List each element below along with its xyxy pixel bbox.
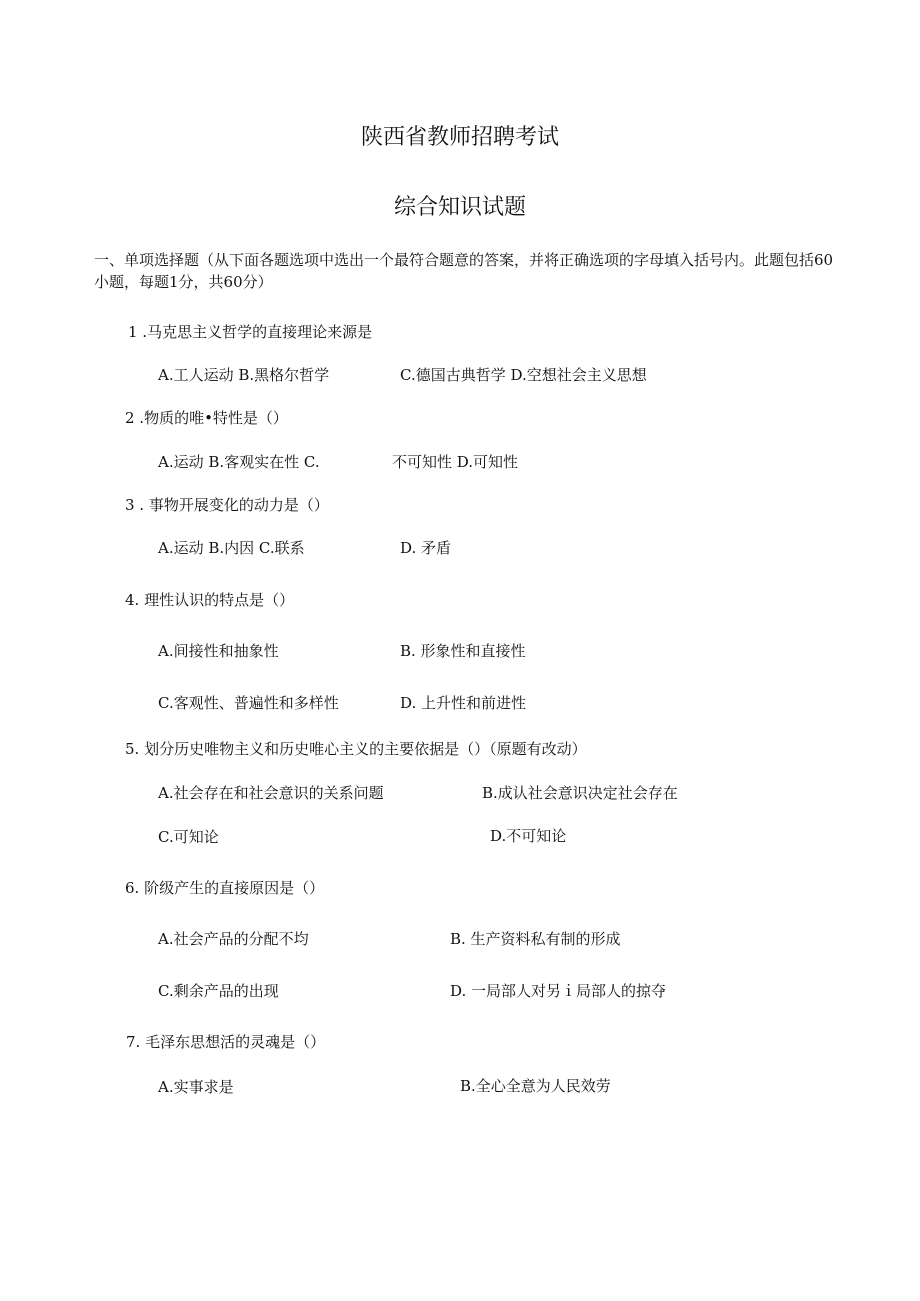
question-2-stem: 2 .物质的唯•特性是（）	[125, 409, 288, 427]
document-subtitle: 综合知识试题	[393, 195, 526, 220]
question-6-option-a: A.社会产品的分配不均	[158, 930, 309, 948]
question-4-option-a: A.间接性和抽象性	[158, 642, 279, 660]
question-5-option-d: D.不可知论	[490, 827, 567, 845]
question-4-option-c: C.客观性、普遍性和多样性	[158, 694, 339, 712]
question-3-option-abc: A.运动 B.内因 C.联系	[158, 539, 305, 557]
question-6-option-c: C.剩余产品的出现	[158, 982, 279, 1000]
question-2-option-abc: A.运动 B.客观实在性 C.	[158, 453, 320, 471]
question-1-option-ab: A.工人运动 B.黑格尔哲学	[158, 366, 330, 384]
question-3-option-d: D. 矛盾	[400, 539, 452, 557]
question-6-option-d: D. 一局部人对另ｉ局部人的掠夺	[450, 982, 667, 1000]
question-5-option-b: B.成认社会意识决定社会存在	[482, 784, 678, 802]
question-6-option-b: B. 生产资料私有制的形成	[450, 930, 621, 948]
question-4-stem: 4. 理性认识的特点是（）	[125, 591, 295, 609]
question-5-option-c: C.可知论	[158, 828, 219, 846]
question-6-stem: 6. 阶级产生的直接原因是（）	[125, 879, 325, 897]
question-2-option-cd: 不可知性 D.可知性	[392, 453, 519, 471]
question-7-stem: 7. 毛泽东思想活的灵魂是（）	[126, 1033, 326, 1051]
document-title: 陕西省教师招聘考试	[360, 125, 559, 150]
section-instructions: 一、单项选择题（从下面各题选项中选出一个最符合题意的答案，并将正确选项的字母填入括号内。此题包括60小题，每题1分，共60分）	[94, 251, 834, 291]
question-7-option-a: A.实事求是	[158, 1078, 234, 1096]
question-1-stem: 1 .马克思主义哲学的直接理论来源是	[128, 323, 373, 341]
question-4-option-d: D. 上升性和前进性	[400, 694, 527, 712]
question-7-option-b: B.全心全意为人民效劳	[460, 1077, 611, 1095]
question-5-option-a: A.社会存在和社会意识的关系问题	[158, 784, 384, 802]
question-4-option-b: B. 形象性和直接性	[400, 642, 526, 660]
question-1-option-cd: C.德国古典哲学 D.空想社会主义思想	[400, 366, 647, 384]
question-3-stem: 3 . 事物开展变化的动力是（）	[125, 496, 329, 514]
question-5-stem: 5. 划分历史唯物主义和历史唯心主义的主要依据是（）（原题有改动）	[125, 740, 587, 758]
